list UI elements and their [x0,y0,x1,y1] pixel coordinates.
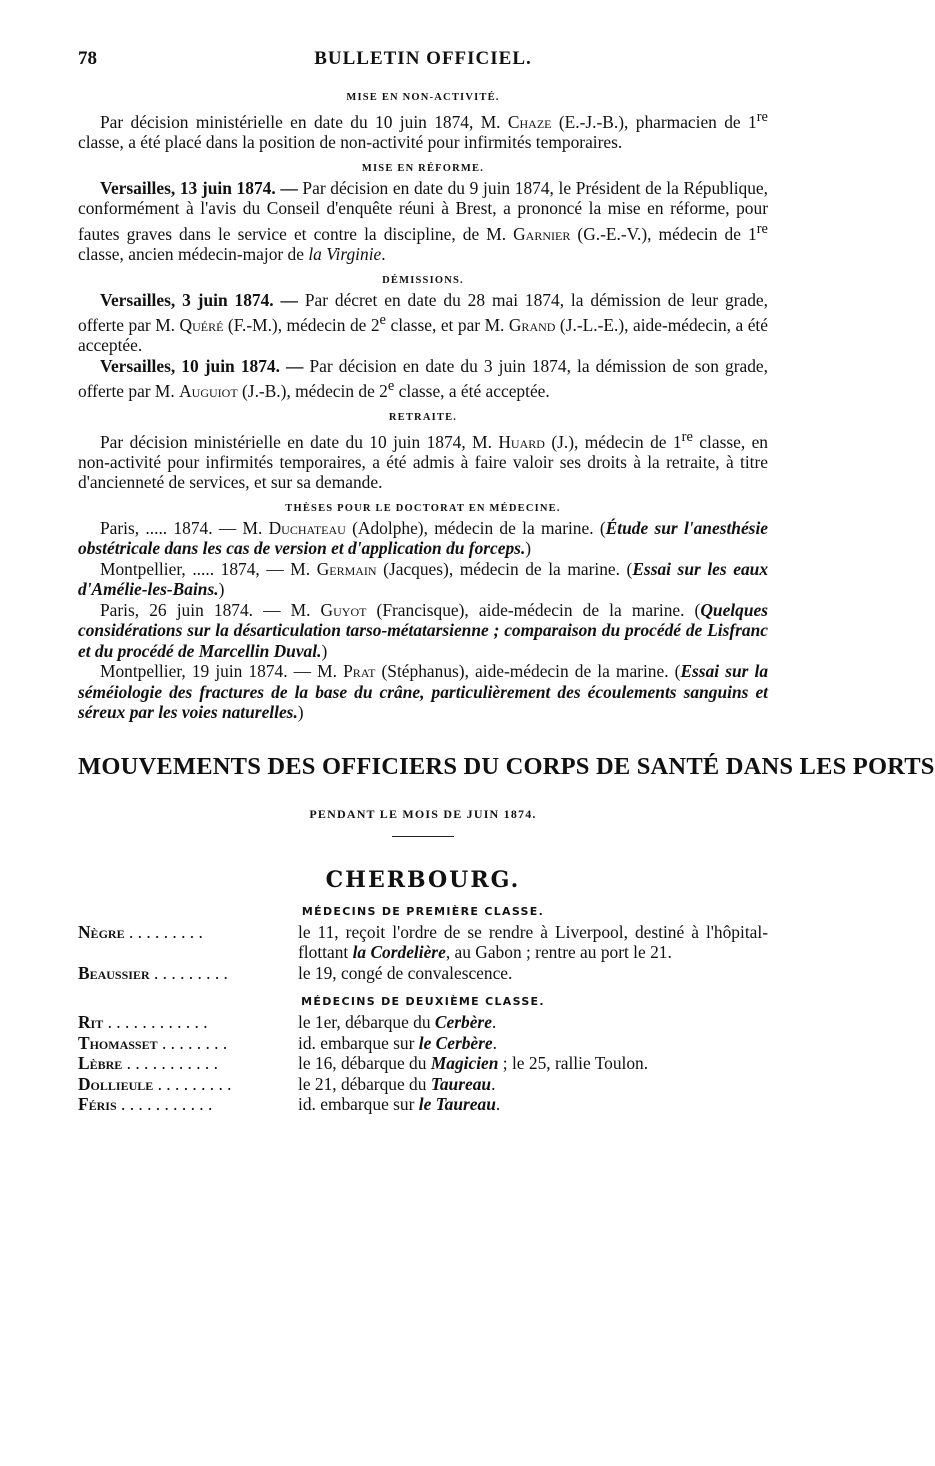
section-heading-retraite: RETRAITE. [388,411,458,423]
section-heading-reforme: MISE EN RÉFORME. [361,162,485,174]
movement-entry: Thomasset . . . . . . . . id. embarque sur le Cerbère. [78,1032,497,1053]
mouvements-subtitle: PENDANT LE MOIS DE JUIN 1874. [309,806,537,821]
thesis-item: Montpellier, 19 juin 1874. — M. Prat (Stéphanus), aide-médecin de la marine. (Essai sur la séméiologie des fractures de la base du crâne, particulièrement des écoulements sanguins et séreux par les voies naturelles.) [78,661,769,723]
port-heading: CHERBOURG. [325,866,521,893]
running-title: BULLETIN OFFICIEL. [314,48,532,69]
paragraph-retraite: Par décision ministérielle en date du 10 juin 1874, M. Huard (J.), médecin de 1re classe, en non-activité pour infirmités temporaires, a été admis à faire valoir ses droits à la retraite, à titre d'ancienneté de services, et sur sa demande. [78,428,769,493]
movement-entry: Féris . . . . . . . . . . . id. embarque sur le Taureau. [78,1094,501,1115]
movement-entry: Dollieule . . . . . . . . . le 21, débarque du Taureau. [78,1073,496,1094]
class-heading-first: MÉDECINS DE PREMIÈRE CLASSE. [301,904,545,918]
thesis-item: Paris, 26 juin 1874. — M. Guyot (Francisque), aide-médecin de la marine. (Quelques considérations sur la désarticulation tarso-métatarsienne ; comparaison du procédé de Lisfranc et du procédé de Marcellin Duval.) [78,599,768,661]
page [78,48,935,1115]
paragraph-reforme: Versailles, 13 juin 1874. — Par décision en date du 9 juin 1874, le Président de la République, conformément à l'avis du Conseil d'enquête réuni à Brest, a prononcé la mise en réforme, pour fautes graves dans le service et contre la discipline, de M. Garnier (G.-E.-V.), médecin de 1re classe, ancien médecin-major de la Virginie. [78,177,769,265]
paragraph-demission-1: Versailles, 3 juin 1874. — Par décret en date du 28 mai 1874, la démission de leur grade, offerte par M. Quéré (F.-M.), médecin de 2e classe, et par M. Grand (J.-L.-E.), aide-médecin, a été acceptée. [78,289,768,356]
mouvements-title: MOUVEMENTS DES OFFICIERS DU CORPS DE SANTÉ DANS LES PORTS [78,752,935,780]
divider [392,836,454,837]
page-header [78,48,768,82]
section-heading-demissions: DÉMISSIONS. [382,274,464,286]
section-heading-non-activite: MISE EN NON-ACTIVITÉ. [346,92,500,103]
section-heading-theses: THÈSES POUR LE DOCTORAT EN MÉDECINE. [285,502,561,514]
paragraph-demission-2: Versailles, 10 juin 1874. — Par décision en date du 3 juin 1874, la démission de son grade, offerte par M. Auguiot (J.-B.), médecin de 2e classe, a été acceptée. [78,355,768,402]
paragraph-non-activite: Par décision ministérielle en date du 10 juin 1874, M. Chaze (E.-J.-B.), pharmacien de 1re classe, a été placé dans la position de non-activité pour infirmités temporaires. [78,109,768,153]
movement-entry: Lèbre . . . . . . . . . . . le 16, débarque du Magicien ; le 25, rallie Toulon. [78,1053,649,1074]
movement-entry: Beaussier . . . . . . . . . le 19, congé de convalescence. [78,962,513,983]
page-number: 78 [78,48,97,69]
class-heading-second: MÉDECINS DE DEUXIÈME CLASSE. [301,995,545,1009]
movement-entry: Nègre . . . . . . . . . le 11, reçoit l'ordre de se rendre à Liverpool, destiné à l'hôpital-flottant la Cordelière, au Gabon ; rentre au port le 21. [78,921,768,963]
thesis-item: Montpellier, ..... 1874, — M. Germain (Jacques), médecin de la marine. (Essai sur les eaux d'Amélie-les-Bains.) [78,558,769,600]
theses-list [78,518,768,723]
thesis-item: Paris, ..... 1874. — M. Duchateau (Adolphe), médecin de la marine. (Étude sur l'anesthésie obstétricale dans les cas de version et d'application du forceps.) [78,517,769,559]
movement-entry: Rit . . . . . . . . . . . . le 1er, débarque du Cerbère. [78,1012,497,1033]
